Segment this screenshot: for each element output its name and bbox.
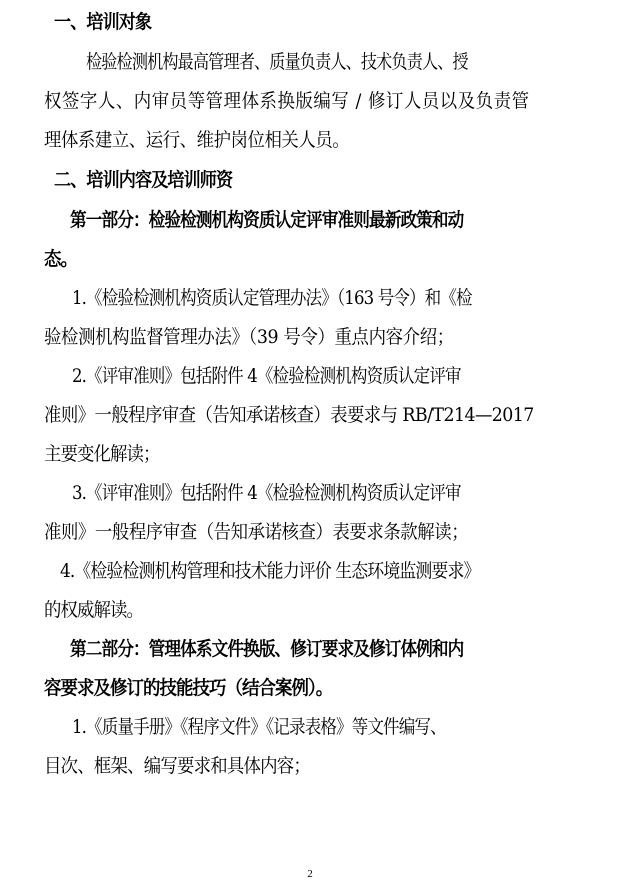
list-item-line: 准则》一般程序审查（告知承诺核查）表要求条款解读； bbox=[44, 521, 469, 543]
list-item-line: 目次、框架、编写要求和具体内容； bbox=[44, 755, 311, 777]
list-item-line: 2.《评审准则》包括附件 4《检验检测机构资质认定评审 bbox=[72, 365, 461, 387]
list-item-line: 准则》一般程序审查（告知承诺核查）表要求与 RB/T214—2017 bbox=[44, 404, 534, 426]
list-item-line: 3.《评审准则》包括附件 4《检验检测机构资质认定评审 bbox=[72, 482, 461, 504]
list-item-line: 主要变化解读； bbox=[44, 443, 160, 465]
part-title-line: 第二部分：管理体系文件换版、修订要求及修订体例和内 bbox=[70, 638, 464, 660]
list-item-line: 4.《检验检测机构管理和技术能力评价 生态环境监测要求》 bbox=[60, 560, 480, 582]
paragraph-line: 权签字人、内审员等管理体系换版编写 / 修订人员以及负责管 bbox=[44, 90, 530, 112]
section-heading-training-content: 二、培训内容及培训师资 bbox=[54, 169, 233, 191]
list-item-line: 验检测机构监督管理办法》（39 号令）重点内容介绍； bbox=[44, 326, 454, 348]
page-number: 2 bbox=[307, 868, 313, 880]
paragraph-line: 检验检测机构最高管理者、质量负责人、技术负责人、授 bbox=[86, 51, 468, 73]
part-title-line: 容要求及修订的技能技巧（结合案例）。 bbox=[44, 677, 333, 699]
paragraph-line: 理体系建立、运行、维护岗位相关人员。 bbox=[44, 129, 350, 151]
part-title-line: 态。 bbox=[44, 248, 77, 270]
list-item-line: 1.《检验检测机构资质认定管理办法》（163 号令）和《检 bbox=[72, 287, 472, 309]
section-heading-training-target: 一、培训对象 bbox=[54, 11, 152, 33]
part-title-line: 第一部分：检验检测机构资质认定评审准则最新政策和动 bbox=[70, 209, 464, 231]
list-item-line: 的权威解读。 bbox=[44, 599, 143, 621]
list-item-line: 1.《质量手册》《程序文件》《记录表格》等文件编写、 bbox=[72, 716, 446, 738]
